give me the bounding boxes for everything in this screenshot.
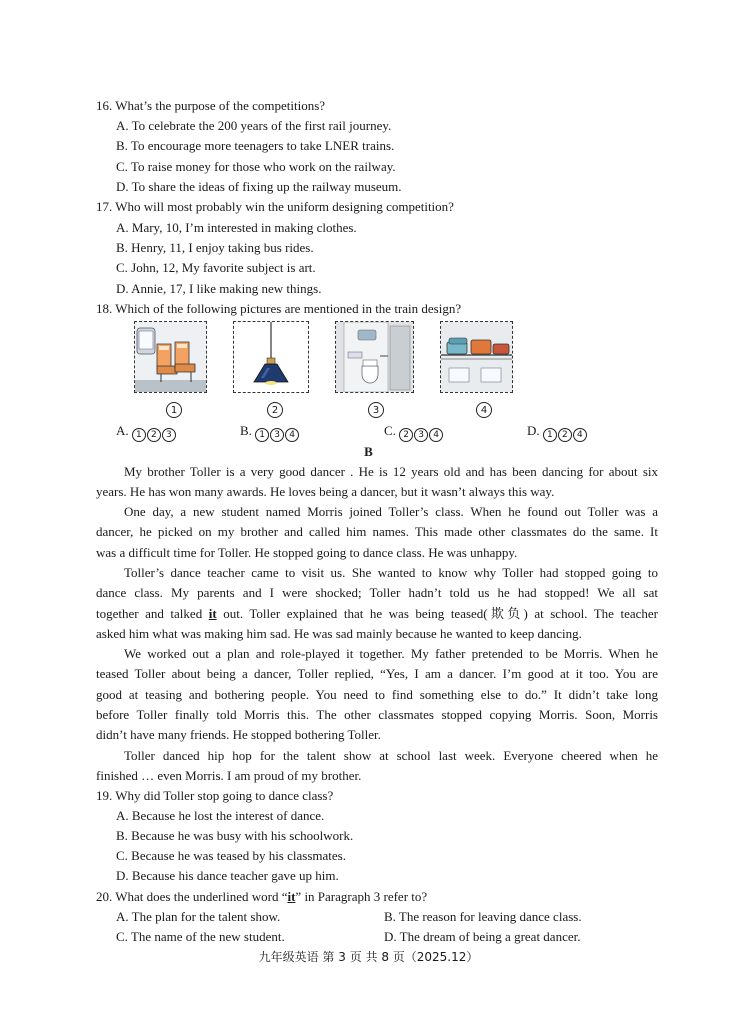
q16-option-a: A. To celebrate the 200 years of the first rail journey. [116,118,392,133]
q16-stem: 16. What’s the purpose of the competitions? [96,98,326,113]
passage-paragraph-3 [96,563,658,644]
toilet-icon [335,321,414,393]
option-number: 1 [543,428,557,442]
q20-stem [96,888,427,906]
picture-number-3: 3 [368,402,384,418]
q19-option-b: B. Because he was busy with his schoolwork. [116,828,354,843]
passage-line: Toller danced hip hop for the talent show at school last week. Everyone cheered when he [124,748,658,763]
passage-line: before Toller finally told Morris this. The other classmates stopped copying Morris. Soon, Morris [96,706,658,722]
passage-line: dancer, he picked on my brother and called him names. This made other classmates do the same. It [96,524,658,540]
passage-paragraph-1 [96,462,658,503]
luggage-rack-icon [440,321,513,393]
passage-text: together and talked [96,605,209,621]
q20-option-c: C. The name of the new student. [116,929,285,944]
passage-line [96,604,658,624]
passage-paragraph-5 [96,746,658,787]
q19-option-a: A. Because he lost the interest of dance. [116,808,325,823]
q18-stem: 18. Which of the following pictures are mentioned in the train design? [96,301,462,316]
page-footer: 九年级英语 第 3 页 共 8 页（2025.12） [258,950,479,964]
q20-option-a: A. The plan for the talent show. [116,909,281,924]
option-letter: C. [384,423,396,438]
option-number: 2 [147,428,161,442]
option-number: 4 [285,428,299,442]
passage-paragraph-4 [96,644,658,745]
q16-option-c: C. To raise money for those who work on the railway. [116,159,396,174]
option-number: 3 [270,428,284,442]
q18-option-a [116,422,177,442]
option-letter: D. [527,423,540,438]
passage-text: out. Toller explained that he was being teased(欺负) at school. The teacher [216,605,658,621]
option-number: 4 [573,428,587,442]
passage-line: didn’t have many friends. He stopped bothering Toller. [96,727,381,743]
passage-line: My brother Toller is a very good dancer . He is 12 years old and has been dancing for about six [124,464,658,479]
passage-line: One day, a new student named Morris joined Toller’s class. When he found out Toller was a [124,504,658,519]
option-number: 1 [132,428,146,442]
option-number: 3 [162,428,176,442]
stem-text: ” in Paragraph 3 refer to? [295,889,428,904]
option-number: 1 [255,428,269,442]
passage-line: Toller’s dance teacher came to visit us. She wanted to know why Toller had stopped going to [124,565,658,580]
q18-option-c [384,422,444,442]
q18-option-d [527,422,588,442]
q20-option-d: D. The dream of being a great dancer. [384,929,581,944]
q16-option-d: D. To share the ideas of fixing up the railway museum. [116,179,402,194]
option-number: 3 [414,428,428,442]
q17-option-b: B. Henry, 11, I enjoy taking bus rides. [116,240,314,255]
q18-option-b [240,422,300,442]
passage-line: was a difficult time for Toller. He stopped going to dance class. He was unhappy. [96,544,518,560]
passage-line: teased Toller about being a dancer, Toller replied, “Yes, I am a dancer. I’m good at it too. You are [96,666,658,682]
option-letter: B. [240,423,252,438]
option-number: 2 [399,428,413,442]
lamp-icon [233,321,309,393]
q17-stem: 17. Who will most probably win the uniform designing competition? [96,199,454,214]
seats-icon [134,321,207,393]
q17-option-c: C. John, 12, My favorite subject is art. [116,260,316,275]
passage-line: good at teasing and bothering people. You need to find something else to do.” It didn’t take long [96,686,658,702]
q19-option-c: C. Because he was teased by his classmates. [116,848,346,863]
q17-option-a: A. Mary, 10, I’m interested in making clothes. [116,220,357,235]
passage-paragraph-2 [96,502,658,563]
q19-option-d: D. Because his dance teacher gave up him. [116,868,339,883]
picture-number-1: 1 [166,402,182,418]
q17-option-d: D. Annie, 17, I like making new things. [116,281,322,296]
passage-line: finished … even Morris. I am proud of my brother. [96,768,362,784]
q19-stem: 19. Why did Toller stop going to dance class? [96,788,334,803]
option-number: 4 [429,428,443,442]
passage-line: asked him what was making him sad. He was sad mainly because he wanted to keep dancing. [96,625,582,641]
passage-line: We worked out a plan and role-played it together. My father pretended to be Morris. When he [124,646,658,661]
underlined-word: it [287,889,296,904]
underlined-word: it [208,605,217,621]
q16-option-b: B. To encourage more teenagers to take LNER trains. [116,138,395,153]
section-heading: B [364,444,373,459]
stem-text: 20. What does the underlined word “ [96,889,288,904]
q20-option-b: B. The reason for leaving dance class. [384,909,582,924]
option-number: 2 [558,428,572,442]
passage-line: dance class. My parents and I were shocked; Toller hadn’t told us he had stopped! We all sat [96,585,658,601]
option-letter: A. [116,423,129,438]
picture-number-4: 4 [476,402,492,418]
passage-line: years. He has won many awards. He loves being a dancer, but it wasn’t always this way. [96,484,555,500]
picture-number-2: 2 [267,402,283,418]
